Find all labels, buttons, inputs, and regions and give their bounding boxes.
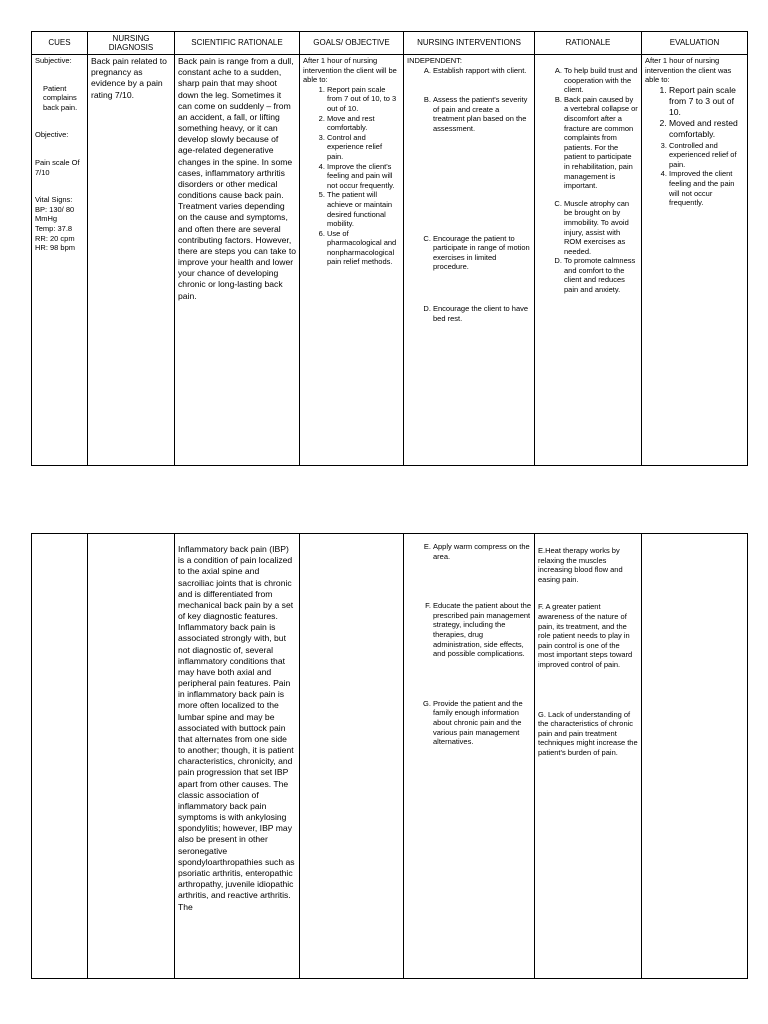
header-cues: CUES <box>32 32 88 55</box>
cues-cell-empty <box>32 534 88 979</box>
header-row <box>32 32 748 55</box>
goals-cell-empty <box>300 534 404 979</box>
goal-item: 1. Report pain scale from 7 out of 10, to 3 out of 10. <box>327 85 400 114</box>
rationale-g: G. Lack of understanding of the characteristics of chronic pain and pain treatment techniques might increase the patient's burden of pain. <box>538 709 638 757</box>
pain-scale: Pain scale Of 7/10 <box>35 157 80 177</box>
goal-item: 5. The patient will achieve or maintain desired functional mobility. <box>327 190 400 228</box>
rationale-cell <box>535 55 642 466</box>
intervention-e: E. Apply warm compress on the area. <box>433 542 531 561</box>
sci-rationale-p2: Treatment varies depending on the cause and symptoms, and often there are several contributing factors. However, there are steps you can take to improve your health and lower your chance of developing chronic or long-lasting back pain. <box>178 201 296 301</box>
goals-list <box>303 85 400 267</box>
goal-item: 4. Improve the client's feeling and pain will not occur frequently. <box>327 162 400 191</box>
goal-item: 3. Control and experience relief pain. <box>327 133 400 162</box>
diagnosis-text: Back pain related to pregnancy as evidence by a pain rating 7/10. <box>91 56 167 100</box>
subjective-text: Patient complains back pain. <box>43 83 78 112</box>
rationale-f: F. A greater patient awareness of the nature of pain, its treatment, and the role patient needs to play in pain control is one of the most important steps toward improved control of pain. <box>538 602 633 669</box>
header-rationale: RATIONALE <box>535 32 642 55</box>
diagnosis-cell <box>88 55 175 466</box>
vital-bp: BP: 130/ 80 MmHg <box>35 204 75 224</box>
vital-signs-label: Vital Signs: <box>35 195 73 205</box>
evaluation-list <box>645 85 744 208</box>
interventions-list <box>407 66 531 324</box>
goals-cell <box>300 55 404 466</box>
intervention-b: B. Assess the patient's severity of pain and create a treatment plan based on the assessment. <box>433 95 531 133</box>
header-goals: GOALS/ OBJECTIVE <box>300 32 404 55</box>
evaluation-cell-empty <box>642 534 748 979</box>
evaluation-item: 1. Report pain scale from 7 to 3 out of 10. <box>669 85 744 119</box>
evaluation-item: 4. Improved the client feeling and the pain will not occur frequently. <box>669 169 744 207</box>
rationale-b: B. Back pain caused by a vertebral collapse or discomfort after a fracture are common complaints from patients. For the patient to participate in rehabilitation, pain management is important. <box>564 95 638 191</box>
evaluation-cell <box>642 55 748 466</box>
interventions-cell-2 <box>404 534 535 979</box>
sci-rationale-p1: Back pain is range from a dull, constant ache to a sudden, sharp pain that may shoot down the leg. Sometimes it can come on suddenly – from an accident, a fall, or lifting something heavy, or it can develop slowly because of age-related degenerative changes in the spine. In some cases, inflammatory arthritis disorders or other medical conditions cause back pain. <box>178 56 294 201</box>
intervention-d: D. Encourage the client to have bed rest. <box>433 304 531 323</box>
sci-rationale-cell <box>175 55 300 466</box>
interventions-cell <box>404 55 535 466</box>
ibp-rationale-cell <box>175 534 300 979</box>
cues-cell <box>32 55 88 466</box>
vital-rr: RR: 20 cpm <box>35 233 75 243</box>
vital-hr: HR: 98 bpm <box>35 243 76 253</box>
header-scientific-rationale: SCIENTIFIC RATIONALE <box>175 32 300 55</box>
intervention-c: C. Encourage the patient to participate in range of motion exercises in limited procedure. <box>433 234 531 272</box>
rationale-cell-2 <box>535 534 642 979</box>
goal-item: 6. Use of pharmacological and nonpharmacological pain relief methods. <box>327 229 400 267</box>
evaluation-item: 2. Moved and rested comfortably. <box>669 118 744 140</box>
care-plan-table-page-2 <box>31 533 748 979</box>
diagnosis-cell-empty <box>88 534 175 979</box>
goal-item: 2. Move and rest comfortably. <box>327 114 400 133</box>
evaluation-item: 3. Controlled and experienced relief of pain. <box>669 141 744 170</box>
ibp-text: Inflammatory back pain (IBP) is a condition of pain localized to the axial spine and sacroiliac joints that is chronic and is differentiated from mechanical back pain by a set of key diagnostic features. Inflammatory back pain is associated strongly with, but not diagnostic of, several inflammatory conditions that may have both axial and peripheral pain features. Pain in inflammatory back pain is more often localized to the lumbar spine and may be associated with buttock pain that alternates from one side to another; though, it is patient characteristics, chronicity, and pain progression that set IBP apart from other causes. The classic association of inflammatory back pain symptoms is with ankylosing spondylitis; however, IBP may also be present in other seronegative spondyloarthropathies such as psoriatic arthritis, enteropathic arthropathy, juvenile idiopathic arthritis, and reactive arthritis. The <box>178 544 295 912</box>
rationale-d: D. To promote calmness and comfort to the client and reduces pain and anxiety. <box>564 256 638 294</box>
intervention-a: A. Establish rapport with client. <box>433 66 531 76</box>
header-diagnosis: NURSING DIAGNOSIS <box>88 32 175 55</box>
intervention-f: F. Educate the patient about the prescribed pain management strategy, including the therapies, drug administration, side effects, and possible complications. <box>433 601 531 659</box>
continuation-row <box>32 534 748 979</box>
vital-temp: Temp: 37.8 <box>35 223 73 233</box>
header-interventions: NURSING INTERVENTIONS <box>404 32 535 55</box>
goals-intro: After 1 hour of nursing intervention the client will be able to: <box>303 56 397 85</box>
interventions-label: INDEPENDENT: <box>407 56 463 65</box>
intervention-g: G. Provide the patient and the family enough information about chronic pain and the various pain management alternatives. <box>433 699 531 747</box>
rationale-a: A. To help build trust and cooperation with the client. <box>564 66 638 95</box>
evaluation-intro: After 1 hour of nursing intervention the client was able to: <box>645 56 732 85</box>
rationale-e: E.Heat therapy works by relaxing the muscles increasing blood flow and easing pain. <box>538 546 623 584</box>
interventions-list-2 <box>407 542 531 747</box>
subjective-label: Subjective: <box>35 56 72 65</box>
rationale-list <box>538 66 638 295</box>
body-row <box>32 55 748 466</box>
objective-label: Objective: <box>35 130 69 140</box>
care-plan-table-page-1 <box>31 31 748 466</box>
rationale-c: C. Muscle atrophy can be brought on by immobility. To avoid injury, assist with ROM exercises as needed. <box>564 199 638 257</box>
header-evaluation: EVALUATION <box>642 32 748 55</box>
